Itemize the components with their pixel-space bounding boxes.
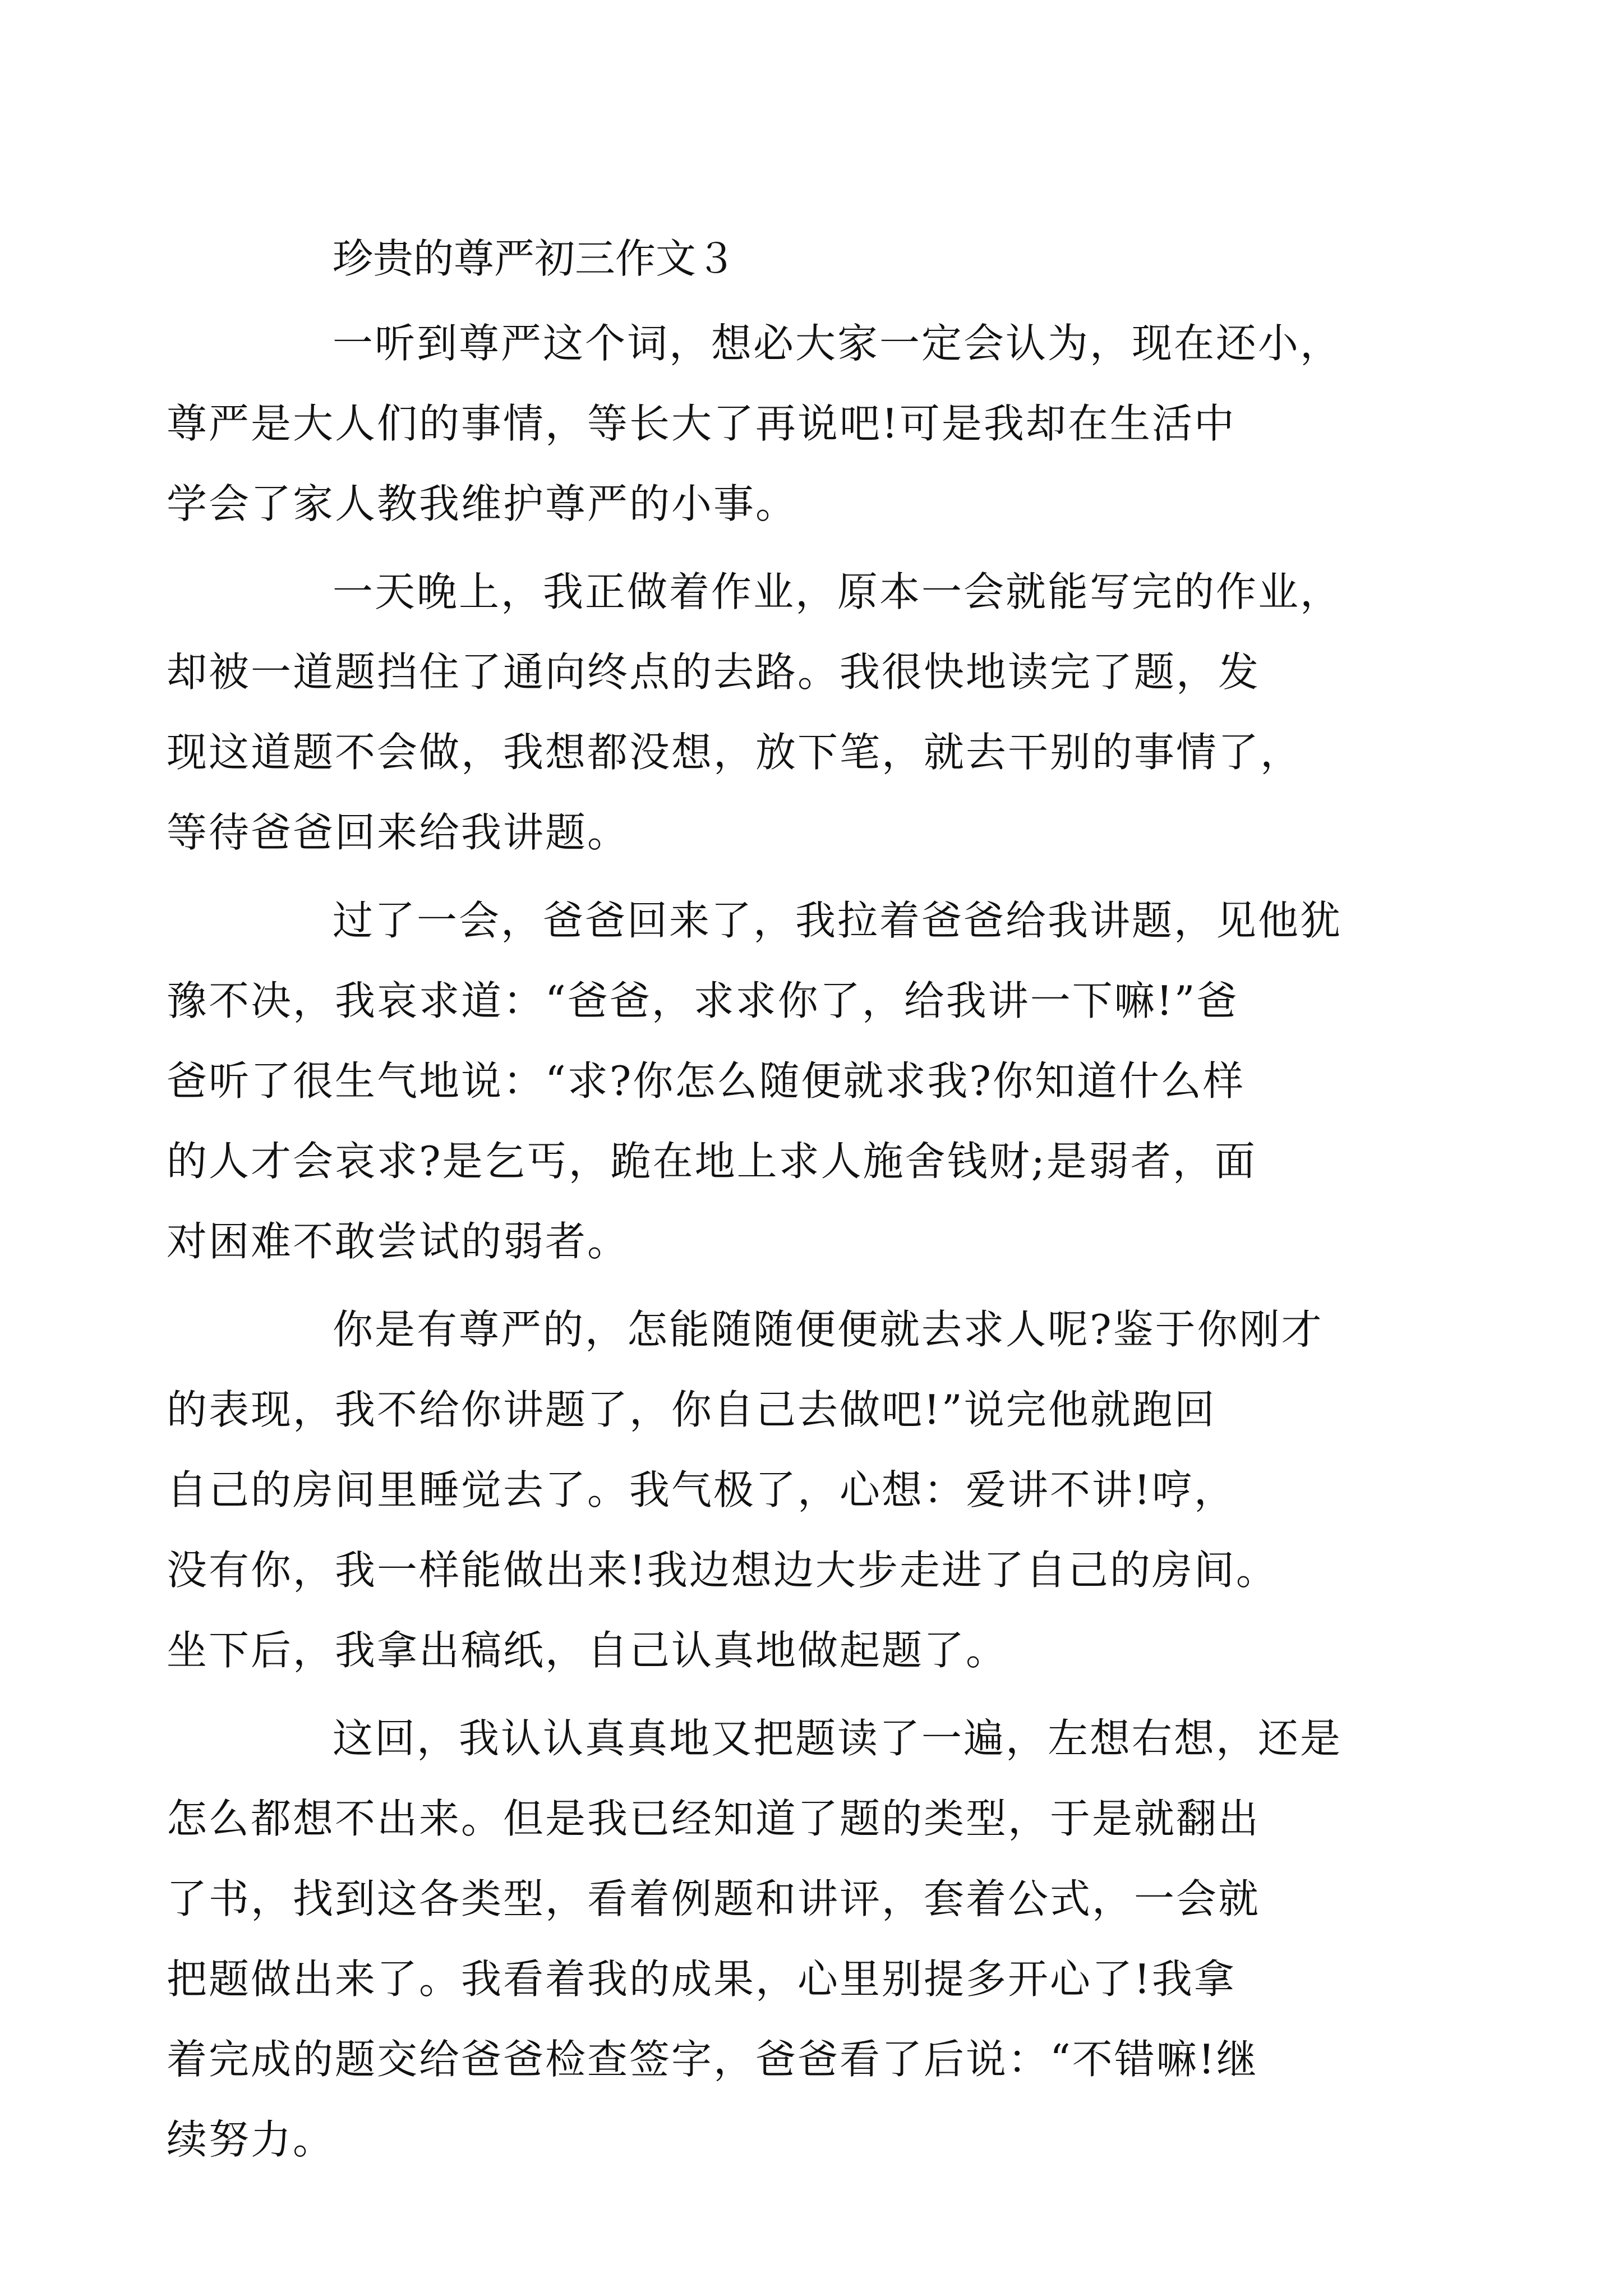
paragraph-line: 豫不决，我哀求道：“爸爸，求求你了，给我讲一下嘛!”爸 xyxy=(167,977,1239,1024)
paragraph-line: 怎么都想不出来。但是我已经知道了题的类型，于是就翻出 xyxy=(167,1795,1261,1842)
paragraph-line: 续努力。 xyxy=(167,2116,335,2163)
paragraph-line: 你是有尊严的，怎能随随便便就去求人呢?鉴于你刚才 xyxy=(333,1306,1324,1353)
paragraph-line: 却被一道题挡住了通向终点的去路。我很快地读完了题，发 xyxy=(167,648,1261,696)
paragraph-4 xyxy=(167,1290,1388,1691)
paragraph-line: 自己的房间里睡觉去了。我气极了，心想：爱讲不讲!哼， xyxy=(167,1466,1236,1513)
document-title: 珍贵的尊严初三作文３ xyxy=(333,235,737,282)
paragraph-line: 没有你，我一样能做出来!我边想边大步走进了自己的房间。 xyxy=(167,1547,1278,1594)
paragraph-line: 了书，找到这各类型，看着例题和讲评，套着公式，一会就 xyxy=(167,1875,1261,1922)
paragraph-line: 这回，我认认真真地又把题读了一遍，左想右想，还是 xyxy=(333,1715,1343,1762)
paragraph-1 xyxy=(167,303,1388,544)
paragraph-line: 把题做出来了。我看着我的成果，心里别提多开心了!我拿 xyxy=(167,1955,1236,2003)
paragraph-3 xyxy=(167,881,1388,1282)
paragraph-line: 过了一会，爸爸回来了，我拉着爸爸给我讲题，见他犹 xyxy=(333,897,1343,944)
paragraph-2 xyxy=(167,552,1388,873)
paragraph-line: 的表现，我不给你讲题了，你自己去做吧!”说完他就跑回 xyxy=(167,1386,1216,1433)
paragraph-line: 等待爸爸回来给我讲题。 xyxy=(167,809,630,856)
paragraph-line: 对困难不敢尝试的弱者。 xyxy=(167,1218,630,1265)
paragraph-line: 尊严是大人们的事情，等长大了再说吧!可是我却在生活中 xyxy=(167,400,1236,447)
paragraph-line: 着完成的题交给爸爸检查签字，爸爸看了后说：“不错嘛!继 xyxy=(167,2036,1258,2083)
paragraph-line: 的人才会哀求?是乞丐，跪在地上求人施舍钱财;是弱者，面 xyxy=(167,1138,1257,1185)
document-body xyxy=(167,219,1388,2180)
paragraph-line: 一听到尊严这个词，想必大家一定会认为，现在还小， xyxy=(333,320,1343,367)
paragraph-line: 坐下后，我拿出稿纸，自己认真地做起题了。 xyxy=(167,1627,1008,1674)
paragraph-line: 一天晚上，我正做着作业，原本一会就能写完的作业， xyxy=(333,568,1343,615)
paragraph-5 xyxy=(167,1699,1388,2180)
paragraph-line: 爸听了很生气地说：“求?你怎么随便就求我?你知道什么样 xyxy=(167,1057,1246,1105)
paragraph-line: 现这道题不会做，我想都没想，放下笔，就去干别的事情了， xyxy=(167,729,1303,776)
paragraph-line: 学会了家人教我维护尊严的小事。 xyxy=(167,480,798,527)
